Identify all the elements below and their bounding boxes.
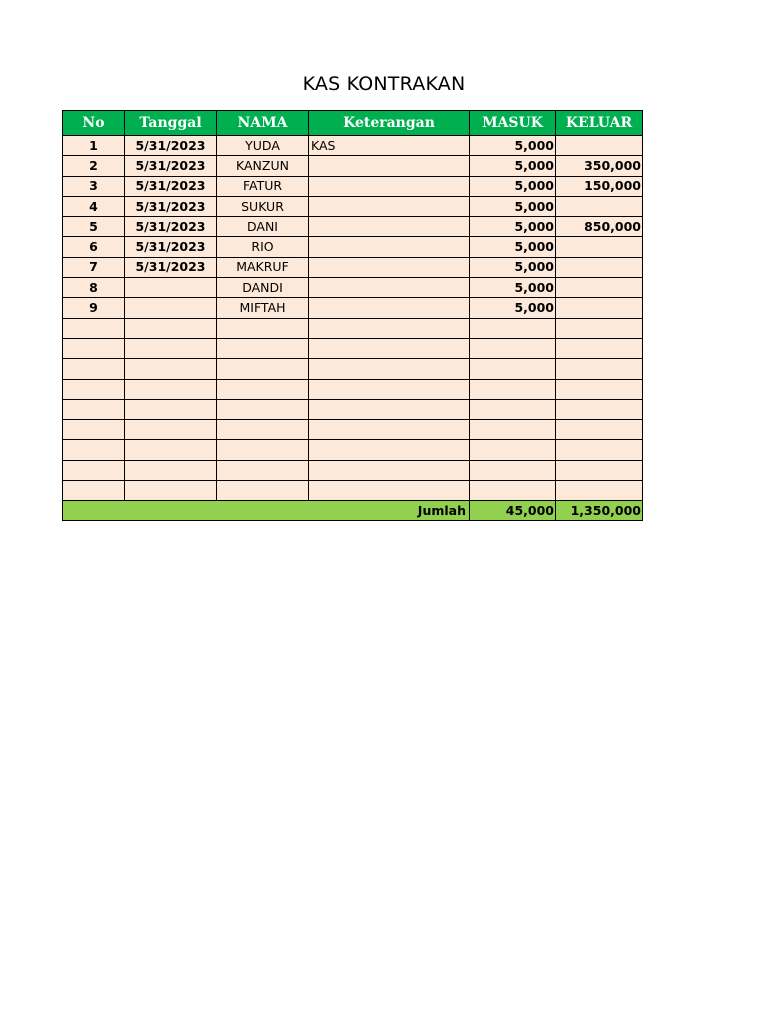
cell-no[interactable]	[63, 359, 125, 379]
table-row	[63, 338, 643, 358]
cell-masuk[interactable]	[470, 359, 556, 379]
cell-tanggal[interactable]	[125, 318, 217, 338]
cell-tanggal[interactable]	[125, 440, 217, 460]
cell-no[interactable]: 5	[63, 217, 125, 237]
cell-keluar[interactable]	[556, 257, 643, 277]
column-header-keterangan[interactable]: Keterangan	[309, 111, 470, 136]
cell-keluar[interactable]: 850,000	[556, 217, 643, 237]
cell-keluar[interactable]	[556, 196, 643, 216]
cell-masuk[interactable]	[470, 481, 556, 501]
cell-keluar[interactable]	[556, 420, 643, 440]
cell-keterangan[interactable]	[309, 217, 470, 237]
cell-keterangan[interactable]	[309, 257, 470, 277]
cell-tanggal[interactable]: 5/31/2023	[125, 257, 217, 277]
header-row	[63, 111, 643, 136]
cell-keterangan[interactable]	[309, 176, 470, 196]
cell-keluar[interactable]: 150,000	[556, 176, 643, 196]
cell-keluar[interactable]	[556, 460, 643, 480]
column-header-nama[interactable]: NAMA	[217, 111, 309, 136]
cell-no[interactable]: 7	[63, 257, 125, 277]
cell-tanggal[interactable]	[125, 298, 217, 318]
cell-keluar[interactable]	[556, 399, 643, 419]
table-row	[63, 481, 643, 501]
table-row	[63, 359, 643, 379]
cell-keterangan[interactable]	[309, 298, 470, 318]
cell-keterangan[interactable]	[309, 318, 470, 338]
total-keluar[interactable]: 1,350,000	[556, 501, 643, 521]
total-masuk[interactable]: 45,000	[470, 501, 556, 521]
cell-no[interactable]: 6	[63, 237, 125, 257]
cell-keluar[interactable]	[556, 440, 643, 460]
cell-keterangan[interactable]	[309, 359, 470, 379]
cell-no[interactable]	[63, 399, 125, 419]
table-row	[63, 420, 643, 440]
cell-nama[interactable]: YUDA	[217, 136, 309, 156]
table-body	[63, 136, 643, 501]
cell-keterangan[interactable]	[309, 237, 470, 257]
cell-keterangan[interactable]	[309, 196, 470, 216]
cell-keterangan[interactable]	[309, 278, 470, 298]
cell-tanggal[interactable]	[125, 379, 217, 399]
cell-nama[interactable]: MIFTAH	[217, 298, 309, 318]
total-label[interactable]: Jumlah	[63, 501, 470, 521]
cell-keterangan[interactable]	[309, 156, 470, 176]
cell-no[interactable]	[63, 379, 125, 399]
cell-keluar[interactable]	[556, 359, 643, 379]
cell-masuk[interactable]: 5,000	[470, 196, 556, 216]
table-row	[63, 440, 643, 460]
cell-no[interactable]: 8	[63, 278, 125, 298]
cell-keluar[interactable]	[556, 298, 643, 318]
cell-keluar[interactable]	[556, 379, 643, 399]
cell-masuk[interactable]	[470, 399, 556, 419]
cell-keterangan[interactable]: KAS	[309, 136, 470, 156]
cell-keluar[interactable]: 350,000	[556, 156, 643, 176]
cell-no[interactable]: 9	[63, 298, 125, 318]
table-row	[63, 176, 643, 196]
cell-keluar[interactable]	[556, 318, 643, 338]
cell-nama[interactable]: KANZUN	[217, 156, 309, 176]
cell-keterangan[interactable]	[309, 460, 470, 480]
cell-masuk[interactable]: 5,000	[470, 217, 556, 237]
cell-nama[interactable]: RIO	[217, 237, 309, 257]
cell-nama[interactable]	[217, 379, 309, 399]
cell-no[interactable]	[63, 318, 125, 338]
cell-nama[interactable]	[217, 318, 309, 338]
cell-nama[interactable]	[217, 338, 309, 358]
cell-tanggal[interactable]: 5/31/2023	[125, 136, 217, 156]
cell-no[interactable]	[63, 338, 125, 358]
cell-masuk[interactable]	[470, 338, 556, 358]
table-row	[63, 278, 643, 298]
cell-nama[interactable]	[217, 460, 309, 480]
cell-keterangan[interactable]	[309, 440, 470, 460]
cell-keluar[interactable]	[556, 136, 643, 156]
cell-masuk[interactable]	[470, 420, 556, 440]
cell-keterangan[interactable]	[309, 481, 470, 501]
cell-no[interactable]: 1	[63, 136, 125, 156]
total-row	[63, 501, 643, 521]
table-row	[63, 318, 643, 338]
cell-nama[interactable]: SUKUR	[217, 196, 309, 216]
cell-nama[interactable]	[217, 399, 309, 419]
cell-nama[interactable]: DANDI	[217, 278, 309, 298]
table-row	[63, 460, 643, 480]
cell-tanggal[interactable]	[125, 359, 217, 379]
cell-tanggal[interactable]	[125, 338, 217, 358]
cell-keterangan[interactable]	[309, 379, 470, 399]
cell-keterangan[interactable]	[309, 338, 470, 358]
table-row	[63, 379, 643, 399]
cell-masuk[interactable]: 5,000	[470, 298, 556, 318]
cell-no[interactable]: 2	[63, 156, 125, 176]
cell-masuk[interactable]	[470, 379, 556, 399]
column-header-keluar[interactable]: KELUAR	[556, 111, 643, 136]
column-header-no[interactable]: No	[63, 111, 125, 136]
cell-tanggal[interactable]	[125, 460, 217, 480]
cell-keterangan[interactable]	[309, 399, 470, 419]
cell-tanggal[interactable]	[125, 481, 217, 501]
cell-nama[interactable]	[217, 359, 309, 379]
cell-tanggal[interactable]	[125, 278, 217, 298]
cell-no[interactable]	[63, 440, 125, 460]
table-row	[63, 298, 643, 318]
cell-tanggal[interactable]: 5/31/2023	[125, 237, 217, 257]
cell-tanggal[interactable]: 5/31/2023	[125, 217, 217, 237]
cell-keluar[interactable]	[556, 481, 643, 501]
cell-masuk[interactable]: 5,000	[470, 136, 556, 156]
cell-masuk[interactable]	[470, 440, 556, 460]
cell-tanggal[interactable]	[125, 399, 217, 419]
table-row	[63, 156, 643, 176]
cell-masuk[interactable]	[470, 460, 556, 480]
cell-nama[interactable]: MAKRUF	[217, 257, 309, 277]
cell-no[interactable]	[63, 460, 125, 480]
cell-masuk[interactable]: 5,000	[470, 237, 556, 257]
column-header-tanggal[interactable]: Tanggal	[125, 111, 217, 136]
column-header-masuk[interactable]: MASUK	[470, 111, 556, 136]
cell-keluar[interactable]	[556, 237, 643, 257]
cell-tanggal[interactable]	[125, 420, 217, 440]
table-row	[63, 399, 643, 419]
cell-masuk[interactable]: 5,000	[470, 156, 556, 176]
cell-nama[interactable]	[217, 481, 309, 501]
cell-nama[interactable]: DANI	[217, 217, 309, 237]
table-row	[63, 217, 643, 237]
cell-nama[interactable]	[217, 420, 309, 440]
table-row	[63, 237, 643, 257]
cell-no[interactable]	[63, 420, 125, 440]
cell-masuk[interactable]: 5,000	[470, 257, 556, 277]
cell-nama[interactable]: FATUR	[217, 176, 309, 196]
cell-tanggal[interactable]: 5/31/2023	[125, 156, 217, 176]
table-row	[63, 136, 643, 156]
cell-tanggal[interactable]: 5/31/2023	[125, 196, 217, 216]
cell-masuk[interactable]: 5,000	[470, 278, 556, 298]
cell-keterangan[interactable]	[309, 420, 470, 440]
cell-no[interactable]	[63, 481, 125, 501]
cell-no[interactable]: 4	[63, 196, 125, 216]
table-row	[63, 196, 643, 216]
cell-nama[interactable]	[217, 440, 309, 460]
cell-tanggal[interactable]: 5/31/2023	[125, 176, 217, 196]
cell-masuk[interactable]: 5,000	[470, 176, 556, 196]
cell-masuk[interactable]	[470, 318, 556, 338]
kas-table	[62, 110, 643, 521]
cell-keluar[interactable]	[556, 278, 643, 298]
page-title: KAS KONTRAKAN	[302, 73, 466, 95]
cell-no[interactable]: 3	[63, 176, 125, 196]
table-row	[63, 257, 643, 277]
cell-keluar[interactable]	[556, 338, 643, 358]
